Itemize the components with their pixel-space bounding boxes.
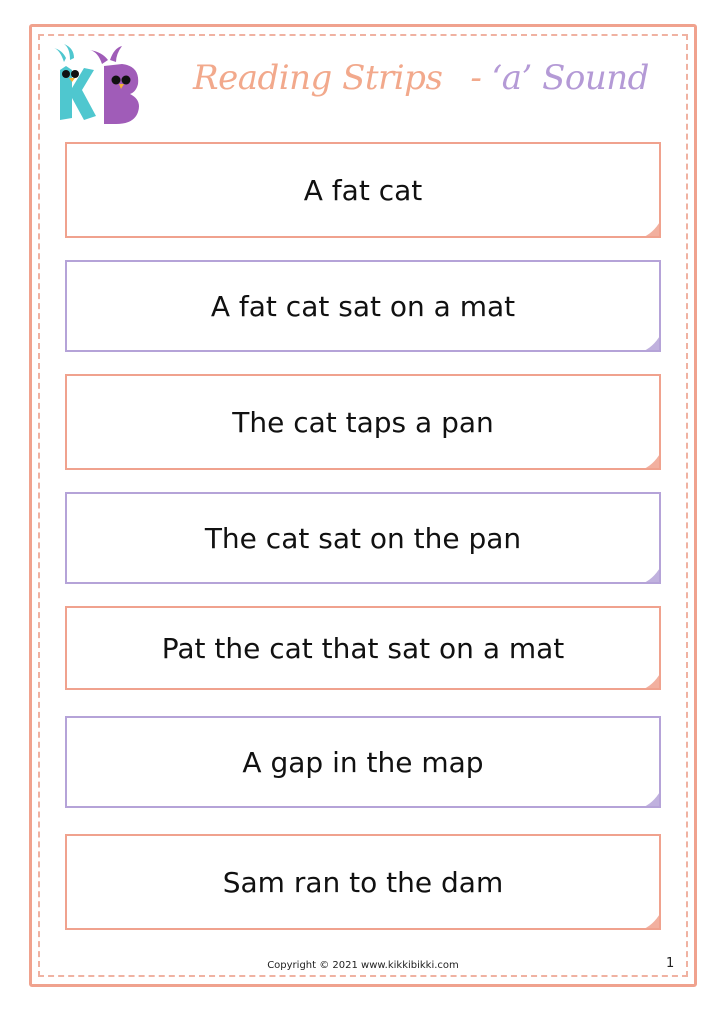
strip-text: The cat sat on the pan xyxy=(204,521,522,555)
reading-strip xyxy=(65,834,661,930)
copyright-text: Copyright © 2021 www.kikkibikki.com xyxy=(267,960,459,971)
strip-text: Sam ran to the dam xyxy=(222,865,504,899)
page-curl-icon xyxy=(641,220,661,238)
page-curl-icon xyxy=(641,672,661,690)
page-curl-icon xyxy=(641,790,661,808)
page-title xyxy=(193,48,649,108)
reading-strip xyxy=(65,716,661,808)
title-separator: - xyxy=(470,58,482,98)
reading-strip xyxy=(65,142,661,238)
page-curl-icon xyxy=(641,566,661,584)
reading-strip xyxy=(65,374,661,470)
reading-strip xyxy=(65,260,661,352)
reading-strip xyxy=(65,606,661,690)
strip-text: A fat cat xyxy=(303,173,423,207)
page-curl-icon xyxy=(641,912,661,930)
strip-text: A fat cat sat on a mat xyxy=(210,289,516,323)
strip-text: A gap in the map xyxy=(242,745,484,779)
page-curl-icon xyxy=(641,452,661,470)
reading-strip xyxy=(65,492,661,584)
title-main: Reading Strips xyxy=(193,58,443,98)
strip-text: Pat the cat that sat on a mat xyxy=(161,631,565,665)
kb-logo xyxy=(50,44,150,126)
strip-text: The cat taps a pan xyxy=(232,405,494,439)
title-sound: ‘a’ Sound xyxy=(491,58,649,98)
page-number: 1 xyxy=(666,956,675,971)
page-curl-icon xyxy=(641,334,661,352)
